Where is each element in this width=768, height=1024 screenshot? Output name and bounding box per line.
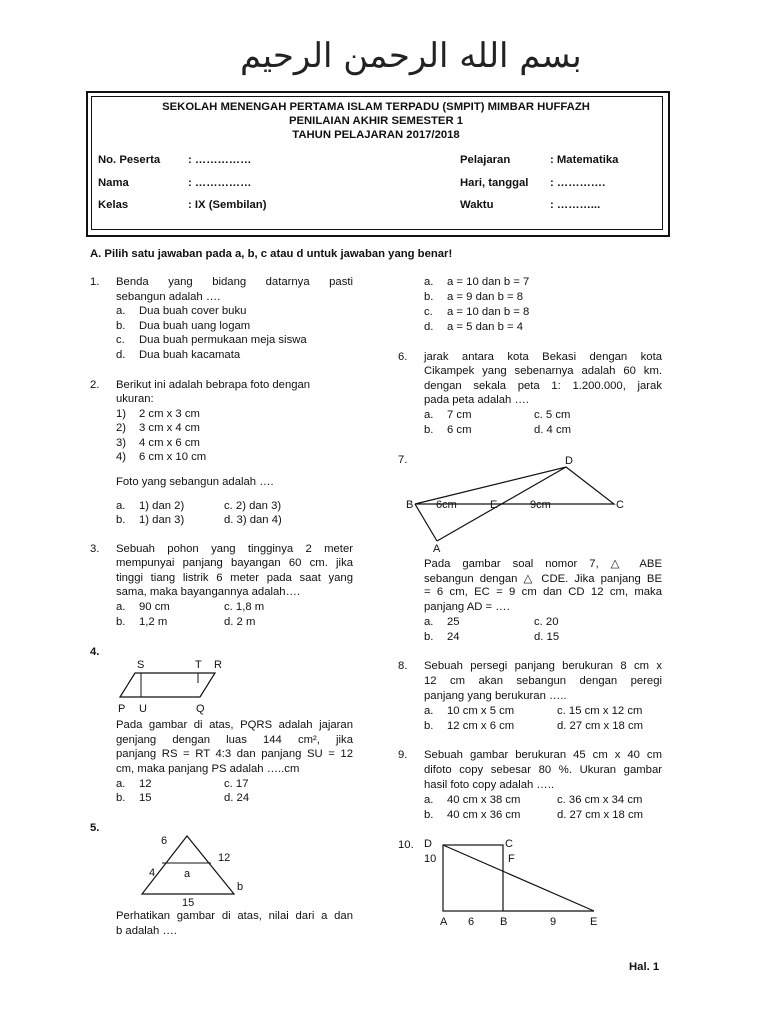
q2-opt-d: d. 3) dan 4) xyxy=(224,514,282,526)
field-value-nama: : …………… xyxy=(188,177,252,189)
q3-opt-a-letter: a. xyxy=(116,601,126,613)
q4-label-u: U xyxy=(139,703,147,715)
q10-label-10: 10 xyxy=(424,853,437,865)
q10-label-e: E xyxy=(590,916,598,928)
field-label-pelajaran: Pelajaran xyxy=(460,154,511,166)
q5-label-a: a xyxy=(184,868,191,880)
q2-item1-num: 1) xyxy=(116,408,127,420)
q4-opt-c: c. 17 xyxy=(224,778,249,790)
q10-diagonal-de xyxy=(443,845,594,911)
section-title: A. Pilih satu jawaban pada a, b, c atau d untuk jawaban yang benar! xyxy=(90,248,453,260)
q10-number: 10. xyxy=(398,839,414,851)
q7-label-a: A xyxy=(433,543,441,555)
page-number: Hal. 1 xyxy=(629,961,660,973)
q1-opt-c-letter: c. xyxy=(116,334,125,346)
q4-line2: genjang dengan luas 144 cm², jika xyxy=(116,734,353,746)
q7-label-d: D xyxy=(565,455,573,467)
q10-square-abcd xyxy=(443,845,503,911)
q9-line1: Sebuah gambar berukuran 45 cm x 40 cm xyxy=(424,749,662,761)
q4-label-q: Q xyxy=(196,703,205,715)
q4-line4: cm, maka panjang PS adalah …..cm xyxy=(116,763,300,775)
school-name: SEKOLAH MENENGAH PERTAMA ISLAM TERPADU (SMPIT) MIMBAR HUFFAZH xyxy=(162,101,590,113)
q3-line4: sama, maka bayangannya adalah…. xyxy=(116,586,301,598)
q1-opt-d: Dua buah kacamata xyxy=(139,349,241,361)
q7-label-9cm: 9cm xyxy=(530,499,551,511)
q1-text-line2: sebangun adalah …. xyxy=(116,291,221,303)
q5-line2: b adalah …. xyxy=(116,925,177,937)
q8-line3: panjang yang berukuran ….. xyxy=(424,690,567,702)
q8-line1: Sebuah persegi panjang berukuran 8 cm x xyxy=(424,660,662,672)
q9-opt-b-letter: b. xyxy=(424,809,434,821)
q2-prompt: Foto yang sebangun adalah …. xyxy=(116,476,274,488)
q2-opt-a-letter: a. xyxy=(116,500,126,512)
q6-opt-a-letter: a. xyxy=(424,409,434,421)
q1-number: 1. xyxy=(90,276,100,288)
q9-opt-b: 40 cm x 36 cm xyxy=(447,809,521,821)
q4-label-t: T xyxy=(195,659,202,671)
q7-label-6cm: 6cm xyxy=(436,499,457,511)
q2-opt-a: 1) dan 2) xyxy=(139,500,185,512)
q7-opt-a: 25 xyxy=(447,616,460,628)
q5-line1: Perhatikan gambar di atas, nilai dari a dan xyxy=(116,910,353,922)
exam-name: PENILAIAN AKHIR SEMESTER 1 xyxy=(288,115,464,127)
field-value-pelajaran: : Matematika xyxy=(550,154,619,166)
q5-opt-d: a = 5 dan b = 4 xyxy=(447,321,524,333)
q3-line2: mempunyai panjang bayangan 60 cm. jika xyxy=(116,557,353,569)
q8-opt-a-letter: a. xyxy=(424,705,434,717)
q7-segment-ba xyxy=(415,504,437,541)
q10-figure xyxy=(420,834,620,930)
q6-line2: Cikampek yang sebenarnya adalah 60 km. xyxy=(424,365,662,377)
field-value-hari: : …………. xyxy=(550,177,606,189)
q6-opt-d: d. 4 cm xyxy=(534,424,572,436)
field-value-kelas: : IX (Sembilan) xyxy=(188,199,267,211)
q4-line3: panjang RS = RT 4:3 dan panjang SU = 12 xyxy=(116,748,353,760)
q2-text-line2: ukuran: xyxy=(116,393,154,405)
q9-opt-a-letter: a. xyxy=(424,794,434,806)
q7-opt-c: c. 20 xyxy=(534,616,559,628)
q6-line1: jarak antara kota Bekasi dengan kota xyxy=(424,351,662,363)
q3-opt-c: c. 1,8 m xyxy=(224,601,265,613)
q7-label-e: E xyxy=(490,499,498,511)
q7-line3: = 6 cm, EC = 9 cm dan CD 12 cm, maka xyxy=(424,586,662,598)
q4-opt-d: d. 24 xyxy=(224,792,250,804)
q3-opt-b-letter: b. xyxy=(116,616,126,628)
q8-opt-a: 10 cm x 5 cm xyxy=(447,705,515,717)
q6-opt-c: c. 5 cm xyxy=(534,409,571,421)
q1-text-line1: Benda yang bidang datarnya pasti xyxy=(116,276,353,288)
q4-label-s: S xyxy=(137,659,145,671)
q7-label-c: C xyxy=(616,499,624,511)
q2-opt-c: c. 2) dan 3) xyxy=(224,500,282,512)
q8-opt-b: 12 cm x 6 cm xyxy=(447,720,515,732)
q5-opt-c: a = 10 dan b = 8 xyxy=(447,306,530,318)
q5-opt-b-letter: b. xyxy=(424,291,434,303)
q5-label-4: 4 xyxy=(149,867,156,879)
q7-number: 7. xyxy=(398,454,408,466)
field-label-waktu: Waktu xyxy=(460,199,494,211)
q4-opt-a: 12 xyxy=(139,778,152,790)
q5-label-12: 12 xyxy=(218,852,231,864)
q4-opt-b-letter: b. xyxy=(116,792,126,804)
q3-opt-a: 90 cm xyxy=(139,601,170,613)
q2-item2-num: 2) xyxy=(116,422,127,434)
q1-opt-d-letter: d. xyxy=(116,349,126,361)
q9-opt-d: d. 27 cm x 18 cm xyxy=(557,809,644,821)
q1-opt-c: Dua buah permukaan meja siswa xyxy=(139,334,307,346)
q8-opt-b-letter: b. xyxy=(424,720,434,732)
q1-opt-a-letter: a. xyxy=(116,305,126,317)
q9-opt-c: c. 36 cm x 34 cm xyxy=(557,794,643,806)
q3-number: 3. xyxy=(90,543,100,555)
q7-opt-d: d. 15 xyxy=(534,631,560,643)
q9-line3: hasil foto copy adalah ….. xyxy=(424,779,554,791)
q3-line3: tinggi tiang listrik 6 meter pada saat yang xyxy=(116,572,353,584)
q10-label-f: F xyxy=(508,853,515,865)
q4-line1: Pada gambar di atas, PQRS adalah jajaran xyxy=(116,719,353,731)
q9-opt-a: 40 cm x 38 cm xyxy=(447,794,521,806)
q6-opt-b-letter: b. xyxy=(424,424,434,436)
q8-line2: 12 cm akan sebangun dengan peregi xyxy=(424,675,662,687)
school-year: TAHUN PELAJARAN 2017/2018 xyxy=(292,129,460,141)
q9-number: 9. xyxy=(398,749,408,761)
q4-label-p: P xyxy=(118,703,126,715)
q2-item3-num: 3) xyxy=(116,437,127,449)
q2-item2: 3 cm x 4 cm xyxy=(139,422,200,434)
q6-line4: pada peta adalah …. xyxy=(424,394,529,406)
q5-label-6: 6 xyxy=(161,835,168,847)
q5-triangle xyxy=(142,836,234,894)
q1-opt-b: Dua buah uang logam xyxy=(139,320,251,332)
q5-opt-c-letter: c. xyxy=(424,306,433,318)
q9-line2: difoto copy sebesar 80 %. Ukuran gambar xyxy=(424,764,662,776)
q7-line2: sebangun dengan △ CDE. Jika panjang BE xyxy=(424,573,662,585)
q3-opt-b: 1,2 m xyxy=(139,616,168,628)
q2-number: 2. xyxy=(90,379,100,391)
q10-label-b: B xyxy=(500,916,508,928)
q6-line3: dengan sekala peta 1: 1.200.000, jarak xyxy=(424,380,662,392)
q10-label-a: A xyxy=(440,916,448,928)
q2-item4: 6 cm x 10 cm xyxy=(139,451,207,463)
q10-label-c: C xyxy=(505,838,513,850)
q8-number: 8. xyxy=(398,660,408,672)
q8-opt-d: d. 27 cm x 18 cm xyxy=(557,720,644,732)
q10-label-d: D xyxy=(424,838,432,850)
q7-opt-b-letter: b. xyxy=(424,631,434,643)
q10-label-6: 6 xyxy=(468,916,475,928)
field-label-nama: Nama xyxy=(98,177,129,189)
field-label-hari: Hari, tanggal xyxy=(460,177,529,189)
q1-opt-b-letter: b. xyxy=(116,320,126,332)
q5-opt-a: a = 10 dan b = 7 xyxy=(447,276,530,288)
q4-opt-b: 15 xyxy=(139,792,152,804)
q5-opt-d-letter: d. xyxy=(424,321,434,333)
q5-number: 5. xyxy=(90,822,100,834)
q4-parallelogram xyxy=(120,673,215,697)
q10-label-9: 9 xyxy=(550,916,557,928)
q5-label-b: b xyxy=(237,881,244,893)
field-value-waktu: : ………... xyxy=(550,199,601,211)
q5-opt-b: a = 9 dan b = 8 xyxy=(447,291,524,303)
q4-number: 4. xyxy=(90,646,100,658)
q7-opt-b: 24 xyxy=(447,631,460,643)
q2-item1: 2 cm x 3 cm xyxy=(139,408,200,420)
field-value-no-peserta: : …………… xyxy=(188,154,252,166)
q7-label-b: B xyxy=(406,499,414,511)
q4-parallelogram-figure xyxy=(110,655,230,717)
basmala-calligraphy: بسم الله الرحمن الرحيم xyxy=(240,36,582,76)
q7-opt-a-letter: a. xyxy=(424,616,434,628)
q3-line1: Sebuah pohon yang tingginya 2 meter xyxy=(116,543,353,555)
q5-label-15: 15 xyxy=(182,897,195,909)
field-label-kelas: Kelas xyxy=(98,199,129,211)
q8-opt-c: c. 15 cm x 12 cm xyxy=(557,705,643,717)
field-label-no-peserta: No. Peserta xyxy=(98,154,161,166)
q3-opt-d: d. 2 m xyxy=(224,616,256,628)
q7-line1: Pada gambar soal nomor 7, △ ABE xyxy=(424,558,662,570)
q7-figure xyxy=(400,453,640,557)
q2-item4-num: 4) xyxy=(116,451,127,463)
q6-opt-a: 7 cm xyxy=(447,409,472,421)
q4-opt-a-letter: a. xyxy=(116,778,126,790)
q2-opt-b-letter: b. xyxy=(116,514,126,526)
q4-label-r: R xyxy=(214,659,222,671)
q2-opt-b: 1) dan 3) xyxy=(139,514,185,526)
q2-item3: 4 cm x 6 cm xyxy=(139,437,200,449)
q5-opt-a-letter: a. xyxy=(424,276,434,288)
q5-triangle-figure xyxy=(136,828,266,910)
q6-number: 6. xyxy=(398,351,408,363)
q6-opt-b: 6 cm xyxy=(447,424,472,436)
q2-text-line1: Berikut ini adalah bebrapa foto dengan xyxy=(116,379,311,391)
q1-opt-a: Dua buah cover buku xyxy=(139,305,247,317)
q7-line4: panjang AD = …. xyxy=(424,601,510,613)
